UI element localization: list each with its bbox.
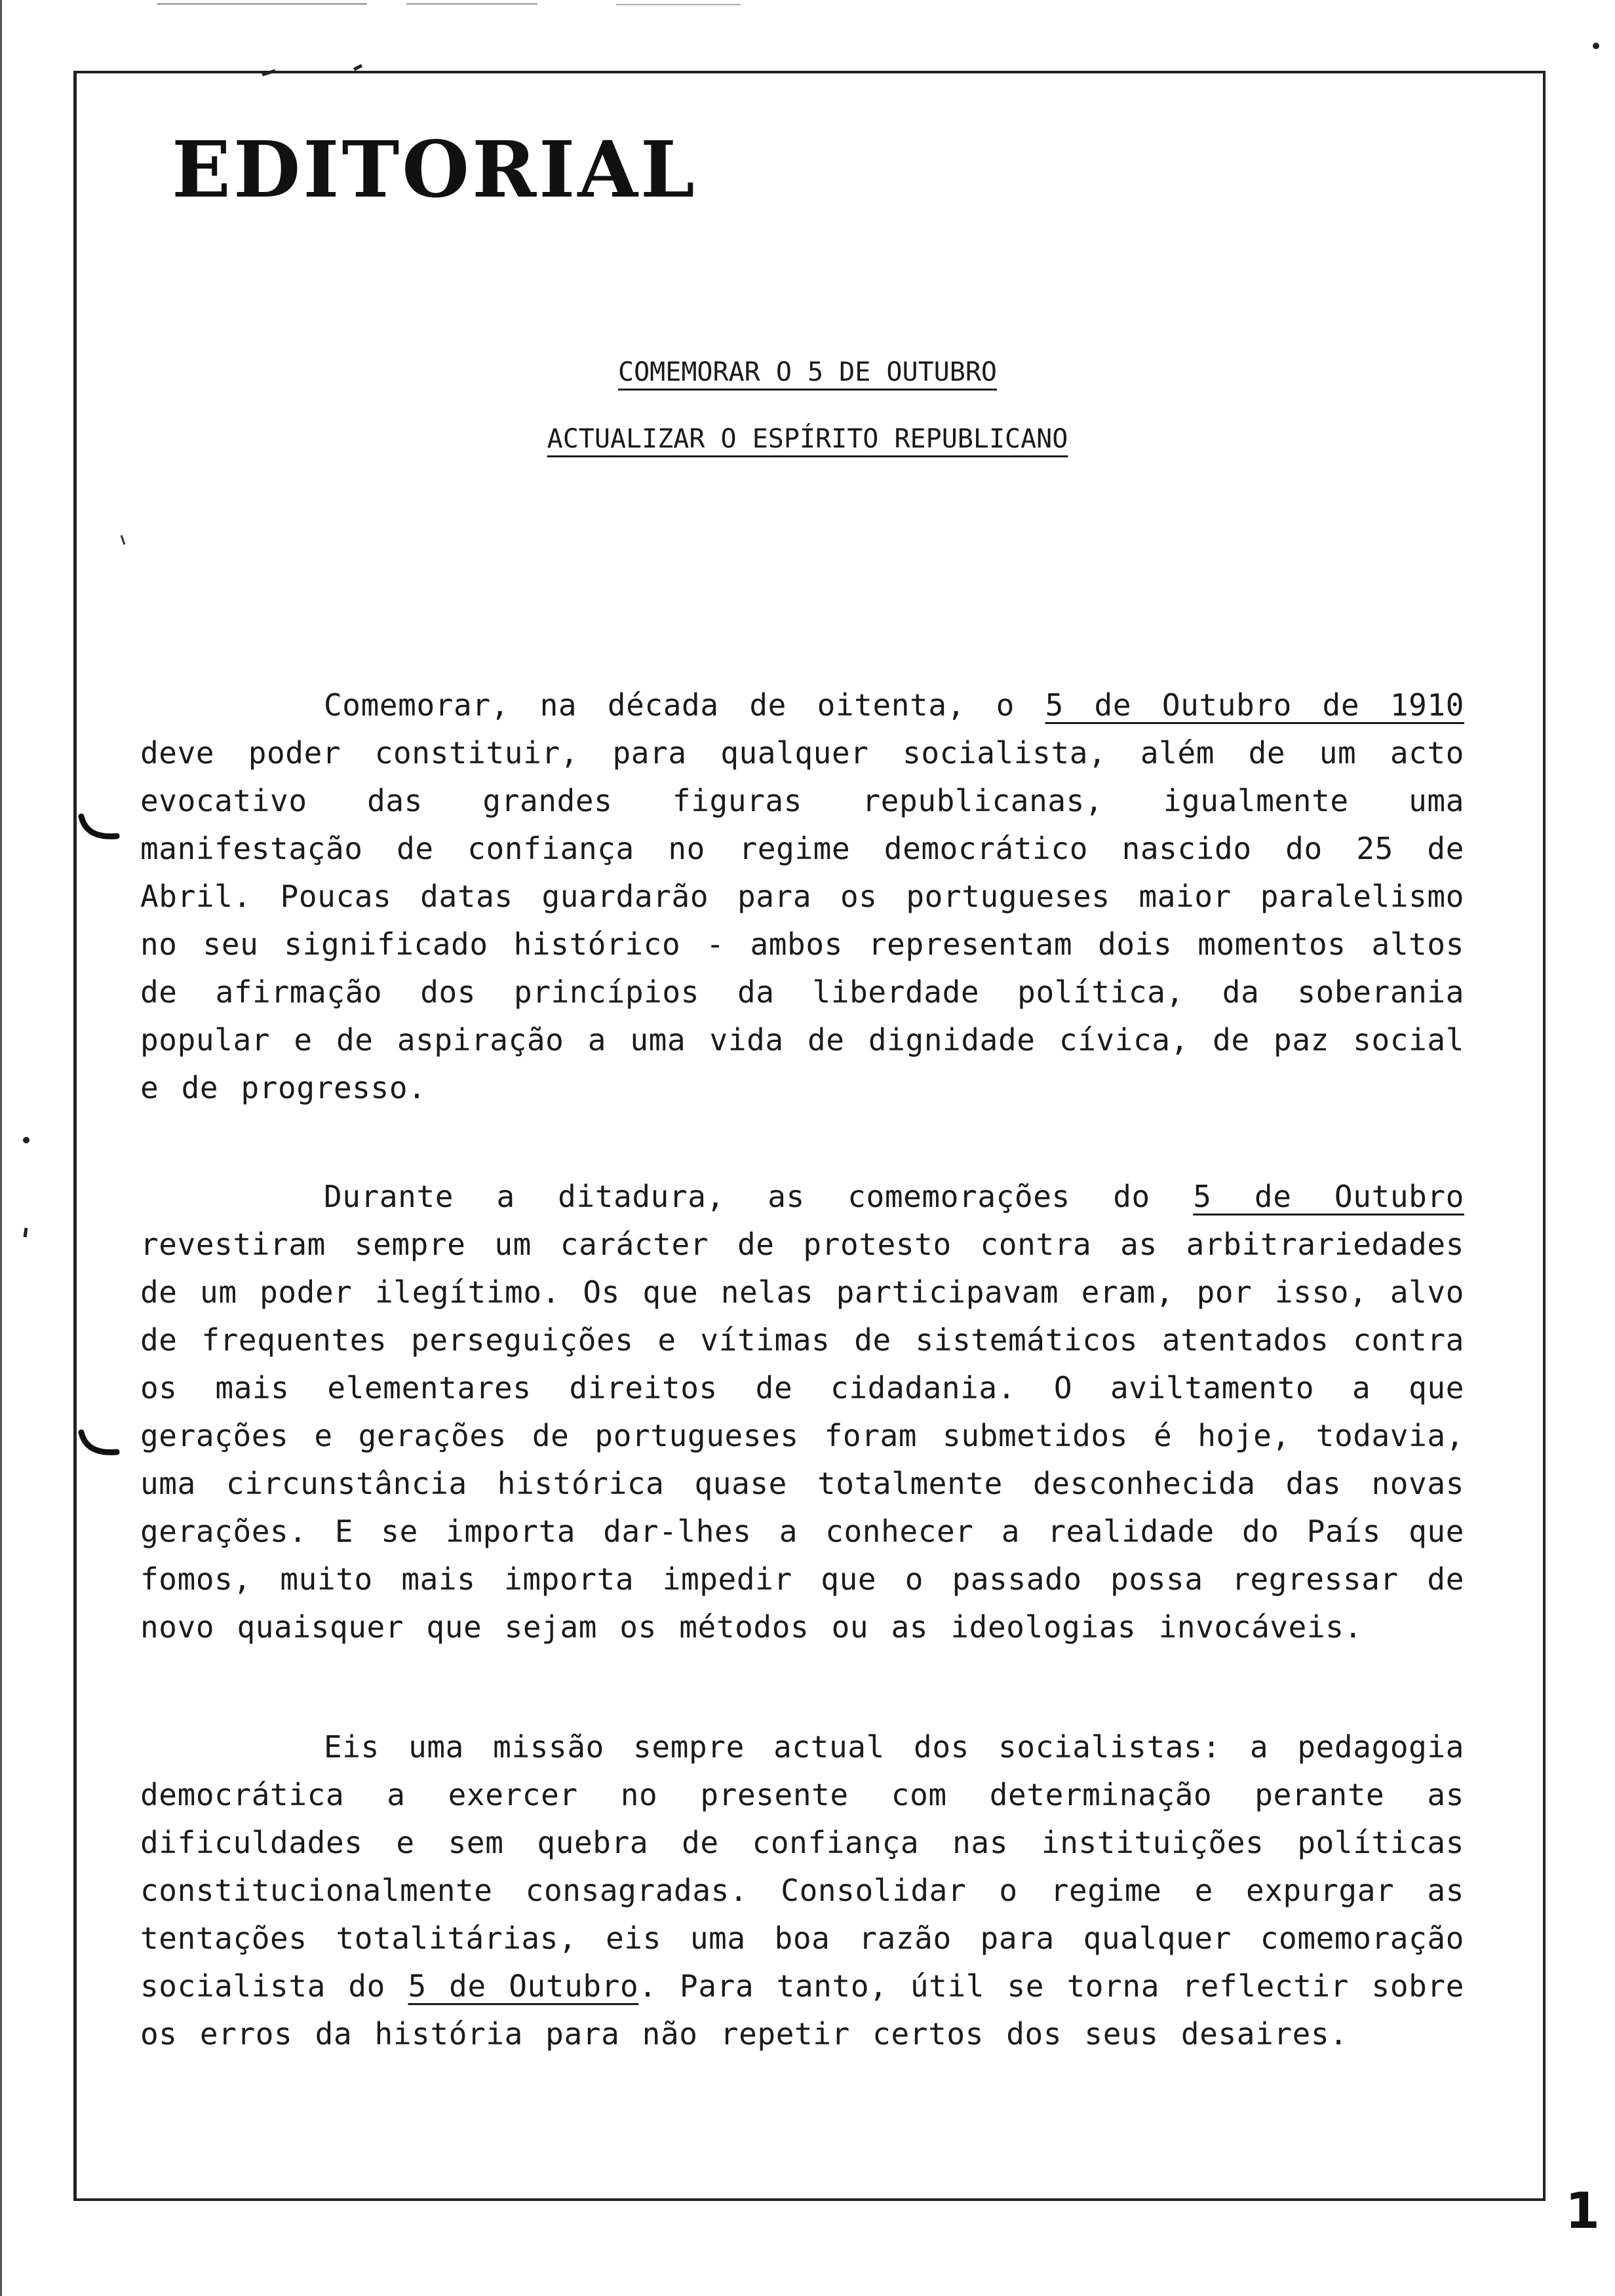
margin-hook-mark	[77, 1428, 123, 1461]
paragraph-text: revestiram sempre um carácter de protesto contra as arbitrariedades de um poder ilegítimo. Os que nelas participavam eram, por isso, alvo de frequentes perseguições e vítimas de sistemáticos atentados contra os mais elementares direitos de cidadania. O aviltamento a que gerações e gerações de portugueses foram submetidos é hoje, todavia, uma circunstância histórica quase totalmente desconhecida das novas gerações. E se importa dar-lhes a conhecer a realidade do País que fomos, muito mais importa impedir que o passado possa regressar de novo quaisquer que sejam os métodos ou as ideologias invocáveis.	[140, 1227, 1464, 1645]
scan-artifact-frame-tick	[256, 63, 374, 83]
headline-line-2-text: ACTUALIZAR O ESPÍRITO REPUBLICANO	[547, 424, 1068, 454]
page-title: EDITORIAL	[172, 124, 697, 215]
paragraph-text: . Para tanto, útil se torna reflectir sobre os erros da história para não repetir certos dos seus desaires.	[140, 1968, 1465, 2052]
scan-artifact-top	[0, 1, 1615, 8]
date-reference: 5 de Outubro	[1193, 1179, 1464, 1214]
paragraph-text: Eis uma missão sempre actual dos socialistas: a pedagogia democrática a exercer no presente com determinação perante as dificuldades e sem quebra de confiança nas instituições políticas constitucionalmente consagradas. Consolidar o regime e expurgar as tentações totalitárias, eis uma boa razão para qualquer comemoração socialista do	[140, 1729, 1464, 2004]
scan-artifact-speck	[21, 1227, 31, 1240]
paragraph-text: Comemorar, na década de oitenta, o	[324, 687, 1045, 723]
paragraph-text: deve poder constituir, para qualquer socialista, além de um acto evocativo das grandes figuras republicanas, igualmente uma manifestação de confiança no regime democrático nascido do 25 de Abril. Poucas datas guardarão para os portugueses maior paralelismo no seu significado histórico - ambos representam dois momentos altos de afirmação dos princípios da liberdade política, da soberania popular e de aspiração a uma vida de dignidade cívica, de paz social e de progresso.	[140, 735, 1464, 1105]
scan-artifact-speck	[20, 1134, 33, 1147]
scan-artifact-corner-dot	[1589, 39, 1603, 52]
margin-hook-mark	[77, 813, 123, 845]
article-paragraph	[140, 1723, 1464, 2058]
headline-line-1	[0, 359, 1615, 385]
date-reference: 5 de Outubro	[408, 1968, 639, 2004]
headline-line-1-text: COMEMORAR O 5 DE OUTUBRO	[618, 357, 997, 387]
scan-artifact-speck	[119, 534, 127, 547]
page-edge	[0, 0, 2, 2296]
headline-line-2	[0, 426, 1615, 452]
page-number: 1	[1565, 2181, 1600, 2240]
article-paragraph	[140, 681, 1464, 1112]
article-paragraph	[140, 1173, 1464, 1651]
date-reference: 5 de Outubro de 1910	[1045, 687, 1464, 723]
paragraph-text: Durante a ditadura, as comemorações do	[324, 1179, 1194, 1214]
